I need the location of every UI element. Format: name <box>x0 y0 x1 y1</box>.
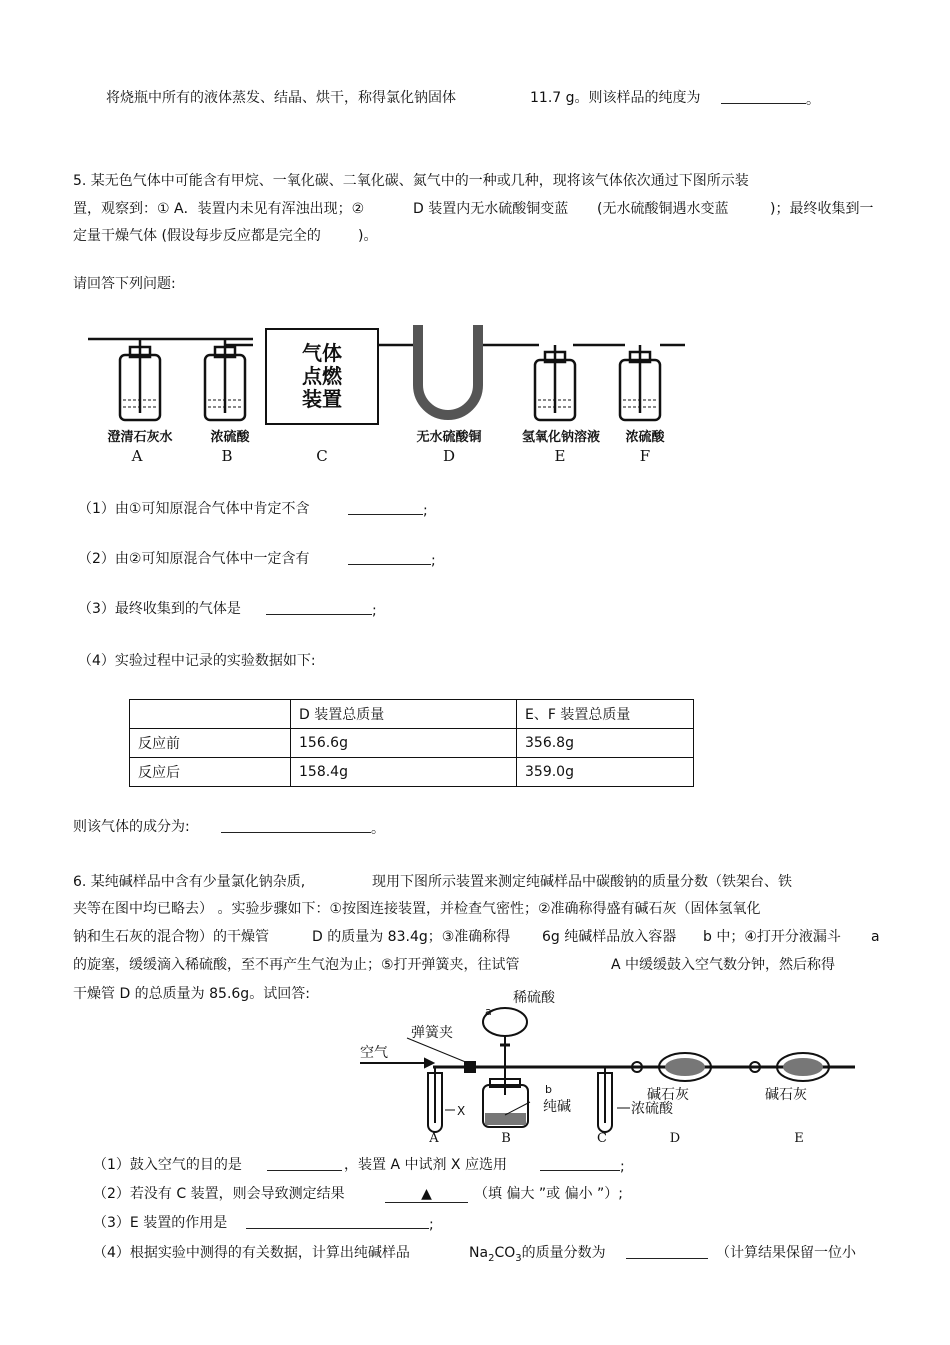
q5-sub1: （1）由①可知原混合气体中肯定不含 <box>78 501 310 517</box>
q5-conclusion: 则该气体的成分为: <box>73 819 190 835</box>
q6-sub4-blank[interactable] <box>626 1244 708 1264</box>
q6-soda-label: 纯碱 <box>543 1099 571 1115</box>
q6-sub2-blank[interactable] <box>385 1185 468 1203</box>
q5-line2-c: (无水硫酸铜遇水变蓝 <box>597 201 729 217</box>
q5-line2-d: )；最终收集到一 <box>770 201 874 217</box>
label-b: 浓硫酸 <box>210 430 250 445</box>
q6-sub1-a: （1）鼓入空气的目的是 <box>93 1157 242 1173</box>
q6-letter-b: B <box>501 1131 511 1146</box>
q4-result-line <box>106 89 456 107</box>
q6-letter-d: D <box>669 1131 681 1146</box>
q4-text-b: 11.7 g。则该样品的纯度为 <box>530 90 701 106</box>
table-cell: 反应后 <box>130 758 291 787</box>
q6-line1-a: 6. 某纯碱样品中含有少量氯化钠杂质, <box>73 874 306 890</box>
q6-lime-label-e: 碱石灰 <box>765 1087 807 1103</box>
box-text-3: 装置 <box>302 387 342 411</box>
label-f: 浓硫酸 <box>625 430 665 445</box>
table-cell: 反应前 <box>130 729 291 758</box>
table-header-cell <box>130 700 291 729</box>
q6-sub3-blank[interactable]: ; <box>246 1214 434 1234</box>
letter-b: B <box>221 447 233 465</box>
table-cell: 158.4g <box>291 758 517 787</box>
letter-a: A <box>131 447 143 465</box>
q4-purity-blank[interactable]: 。 <box>721 89 820 109</box>
q5-sub2: （2）由②可知原混合气体中一定含有 <box>78 551 310 567</box>
q6-line5: 干燥管 D 的总质量为 85.6g。试回答: <box>73 986 310 1002</box>
q6-apparatus-diagram <box>355 985 860 1147</box>
q6-sub2-b: （填 偏大 ”或 偏小 ”）; <box>474 1186 624 1202</box>
q6-sub2-a: （2）若没有 C 装置，则会导致测定结果 <box>93 1186 345 1202</box>
q5-sub1-blank[interactable]: ; <box>348 500 428 520</box>
q6-sub4-c: （计算结果保留一位小 <box>716 1245 856 1261</box>
q6-sub3-a: （3）E 装置的作用是 <box>93 1215 228 1231</box>
q6-line4-b: A 中缓缓鼓入空气数分钟，然后称得 <box>611 957 836 973</box>
q6-line3-a: 钠和生石灰的混合物）的干燥管 <box>73 929 269 945</box>
table-row <box>130 700 694 729</box>
q5-line3-a: 定量干燥气体 (假设每步反应都是完全的 <box>73 228 321 244</box>
q6-letter-e: E <box>794 1131 804 1146</box>
letter-f: F <box>639 447 651 465</box>
box-text-1: 气体 <box>302 341 342 365</box>
q6-acid-label: 浓硫酸 <box>631 1101 673 1117</box>
q5-sub3-blank[interactable]: ; <box>266 600 377 620</box>
q5-line2-a: 置，观察到：① A．装置内未见有浑浊出现；② <box>73 201 365 217</box>
q6-sub1-blank2[interactable]: ; <box>540 1156 625 1176</box>
q5-line3-b: )。 <box>358 228 378 244</box>
table-cell: 156.6g <box>291 729 517 758</box>
table-cell: 359.0g <box>517 758 694 787</box>
q6-funnel-label: 稀硫酸 <box>513 990 555 1006</box>
q5-prompt: 请回答下列问题: <box>73 276 176 292</box>
q6-lime-label-d: 碱石灰 <box>647 1087 689 1103</box>
table-row <box>130 729 694 758</box>
q6-letter-c: C <box>597 1131 607 1146</box>
q6-b-label: b <box>545 1083 552 1096</box>
q5-apparatus-diagram <box>85 315 690 465</box>
q5-conclusion-blank[interactable]: 。 <box>221 818 385 838</box>
q6-line2: 夹等在图中均已略去） 。实验步骤如下：①按图连接装置，并检查气密性；②准确称得盛有碱石灰（固体氢氧化 <box>73 901 761 917</box>
q6-letter-a: A <box>429 1131 439 1146</box>
q4-text-a: 将烧瓶中所有的液体蒸发、结晶、烘干，称得氯化钠固体 <box>106 90 456 106</box>
q5-sub3: （3）最终收集到的气体是 <box>78 601 241 617</box>
q6-line4-a: 的旋塞，缓缓滴入稀硫酸，至不再产生气泡为止；⑤打开弹簧夹，往试管 <box>73 957 520 973</box>
q6-line3-b: D 的质量为 83.4g；③准确称得 <box>312 929 511 945</box>
letter-d: D <box>442 447 456 465</box>
q6-air-label: 空气 <box>360 1045 388 1061</box>
q5-line2-b: D 装置内无水硫酸铜变蓝 <box>413 201 569 217</box>
q6-x-label: X <box>457 1104 466 1118</box>
answer-marker: ▲ <box>421 1186 432 1202</box>
label-d: 无水硫酸铜 <box>416 430 482 445</box>
q6-line1-b: 现用下图所示装置来测定纯碱样品中碳酸钠的质量分数（铁架台、铁 <box>372 874 792 890</box>
q6-sub1-blank1[interactable] <box>267 1156 342 1176</box>
letter-e: E <box>554 447 566 465</box>
table-header-cell: E、F 装置总质量 <box>517 700 694 729</box>
letter-c: C <box>316 447 328 465</box>
table-cell: 356.8g <box>517 729 694 758</box>
q6-line3-e: a <box>871 929 880 945</box>
q6-sub1-b: ，装置 A 中试剂 X 应选用 <box>344 1157 507 1173</box>
q6-a-label: a <box>485 1005 492 1018</box>
q6-line3-d: b 中；④打开分液漏斗 <box>703 929 841 945</box>
table-row <box>130 758 694 787</box>
q6-clip-label: 弹簧夹 <box>411 1025 453 1041</box>
box-text-2: 点燃 <box>302 364 342 388</box>
label-a: 澄清石灰水 <box>107 430 173 445</box>
q6-formula: $Na_2CO_3$的质量分数为 <box>469 1245 606 1264</box>
q5-line1: 5. 某无色气体中可能含有甲烷、一氧化碳、二氧化碳、氮气中的一种或几种，现将该气体依次通过下图所示装 <box>73 173 749 189</box>
table-header-cell: D 装置总质量 <box>291 700 517 729</box>
q4-result-line-b <box>530 89 701 107</box>
q6-sub4-a: （4）根据实验中测得的有关数据，计算出纯碱样品 <box>93 1245 410 1261</box>
q5-data-table <box>129 699 694 787</box>
q5-sub2-blank[interactable]: ; <box>348 550 436 570</box>
q5-sub4: （4）实验过程中记录的实验数据如下: <box>78 653 316 669</box>
label-e: 氢氧化钠溶液 <box>521 430 601 445</box>
q6-line3-c: 6g 纯碱样品放入容器 <box>542 929 677 945</box>
